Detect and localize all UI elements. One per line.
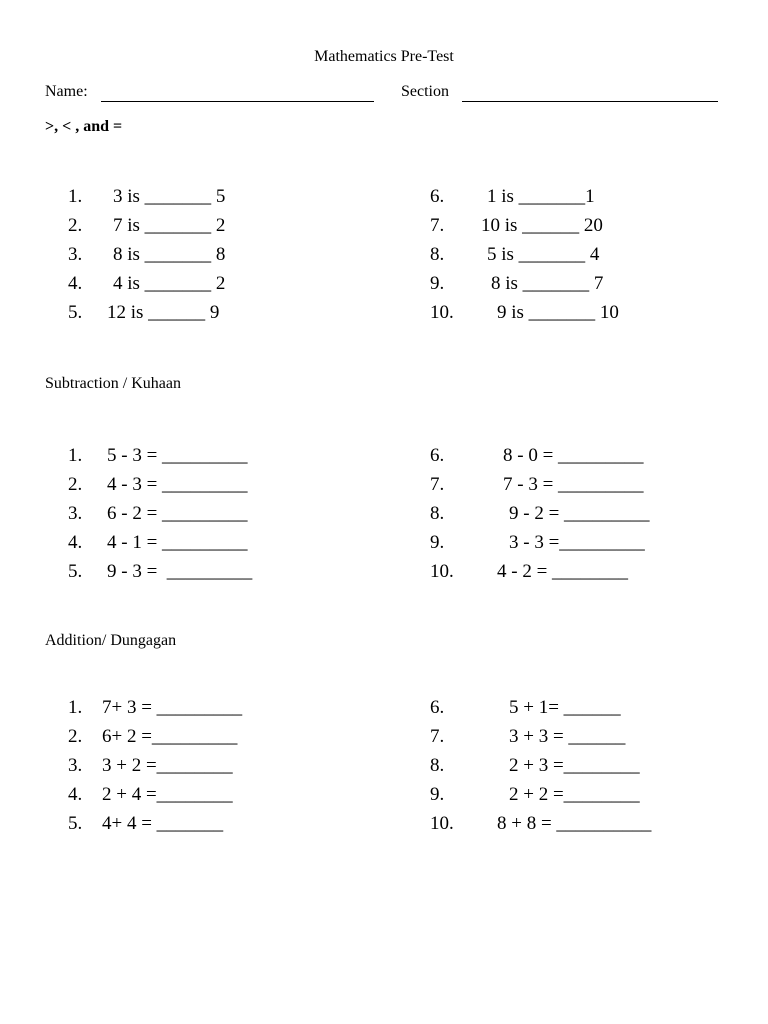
item-expression: 4 - 2 = ________	[497, 561, 629, 582]
item-number: 2.	[68, 474, 83, 495]
item-number: 2.	[68, 726, 83, 747]
item-expression: 9 - 3 = _________	[107, 561, 253, 582]
item-expression: 10 is ______ 20	[481, 215, 603, 236]
item-number: 10.	[430, 302, 454, 323]
item-number: 6.	[430, 445, 445, 466]
item-expression: 5 - 3 = _________	[107, 445, 248, 466]
item-expression: 4 is _______ 2	[113, 273, 226, 294]
item-expression: 9 - 2 = _________	[509, 503, 650, 524]
item-number: 8.	[430, 755, 445, 776]
item-expression: 5 + 1= ______	[509, 697, 621, 718]
item-expression: 8 - 0 = _________	[503, 445, 644, 466]
item-expression: 8 is _______ 7	[491, 273, 604, 294]
name-blank-line[interactable]	[101, 101, 374, 102]
item-expression: 8 + 8 = __________	[497, 813, 652, 834]
section-blank-line[interactable]	[462, 101, 718, 102]
item-number: 9.	[430, 273, 445, 294]
item-expression: 2 + 3 =________	[509, 755, 640, 776]
subtraction-heading: Subtraction / Kuhaan	[45, 375, 181, 392]
item-number: 4.	[68, 532, 83, 553]
item-number: 1.	[68, 445, 83, 466]
item-number: 4.	[68, 273, 83, 294]
item-expression: 2 + 4 =________	[102, 784, 233, 805]
item-number: 8.	[430, 244, 445, 265]
item-number: 5.	[68, 302, 83, 323]
item-number: 1.	[68, 186, 83, 207]
item-number: 1.	[68, 697, 83, 718]
item-expression: 7 is _______ 2	[113, 215, 226, 236]
item-number: 3.	[68, 244, 83, 265]
page-title: Mathematics Pre-Test	[314, 48, 454, 65]
item-expression: 3 + 3 = ______	[509, 726, 626, 747]
item-number: 3.	[68, 755, 83, 776]
item-expression: 7+ 3 = _________	[102, 697, 243, 718]
item-number: 7.	[430, 215, 445, 236]
item-number: 4.	[68, 784, 83, 805]
addition-heading: Addition/ Dungagan	[45, 632, 177, 649]
item-expression: 3 - 3 =_________	[509, 532, 645, 553]
item-number: 3.	[68, 503, 83, 524]
item-expression: 7 - 3 = _________	[503, 474, 644, 495]
item-expression: 3 + 2 =________	[102, 755, 233, 776]
item-expression: 2 + 2 =________	[509, 784, 640, 805]
item-expression: 4+ 4 = _______	[102, 813, 224, 834]
item-expression: 12 is ______ 9	[107, 302, 220, 323]
item-expression: 5 is _______ 4	[487, 244, 600, 265]
item-expression: 6 - 2 = _________	[107, 503, 248, 524]
item-number: 10.	[430, 561, 454, 582]
item-expression: 4 - 3 = _________	[107, 474, 248, 495]
item-number: 10.	[430, 813, 454, 834]
item-expression: 3 is _______ 5	[113, 186, 226, 207]
item-number: 5.	[68, 561, 83, 582]
item-number: 7.	[430, 474, 445, 495]
item-number: 9.	[430, 784, 445, 805]
item-expression: 9 is _______ 10	[497, 302, 619, 323]
item-number: 2.	[68, 215, 83, 236]
item-number: 8.	[430, 503, 445, 524]
item-number: 6.	[430, 697, 445, 718]
item-number: 6.	[430, 186, 445, 207]
item-expression: 6+ 2 =_________	[102, 726, 238, 747]
item-expression: 4 - 1 = _________	[107, 532, 248, 553]
comparison-heading: >, < , and =	[45, 118, 123, 135]
item-expression: 8 is _______ 8	[113, 244, 226, 265]
name-label: Name:	[45, 83, 88, 100]
item-number: 7.	[430, 726, 445, 747]
section-label: Section	[401, 83, 449, 100]
item-number: 9.	[430, 532, 445, 553]
item-number: 5.	[68, 813, 83, 834]
item-expression: 1 is _______1	[487, 186, 595, 207]
